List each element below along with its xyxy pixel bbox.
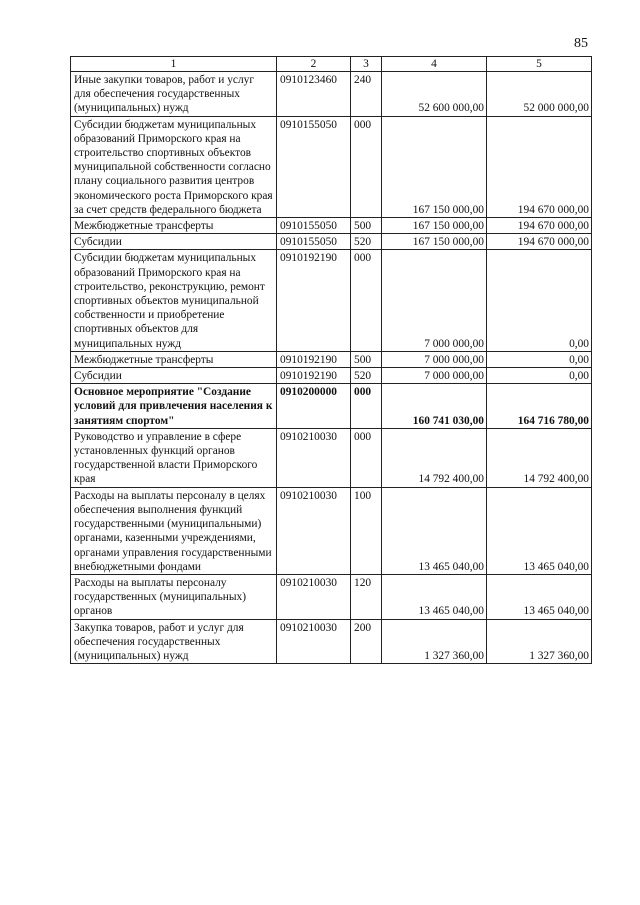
table-row-main-activity xyxy=(71,384,592,429)
table-row xyxy=(71,487,592,574)
row-code: 0910210030 xyxy=(277,619,351,664)
row-description: Расходы на выплаты персоналу государственных (муниципальных) органов xyxy=(71,574,277,619)
row-amount-col4: 1 327 360,00 xyxy=(382,619,487,664)
column-header: 3 xyxy=(351,57,382,72)
row-type: 000 xyxy=(351,428,382,487)
row-code: 0910192190 xyxy=(277,250,351,351)
row-amount-col4: 7 000 000,00 xyxy=(382,351,487,367)
row-amount-col5: 1 327 360,00 xyxy=(487,619,592,664)
row-code: 0910155050 xyxy=(277,234,351,250)
row-amount-col4: 14 792 400,00 xyxy=(382,428,487,487)
row-type: 120 xyxy=(351,574,382,619)
table-header-row xyxy=(71,57,592,72)
row-type: 200 xyxy=(351,619,382,664)
row-description: Субсидии xyxy=(71,368,277,384)
row-amount-col5: 52 000 000,00 xyxy=(487,72,592,117)
row-description: Закупка товаров, работ и услуг для обеспечения государственных (муниципальных) нужд xyxy=(71,619,277,664)
table-row xyxy=(71,250,592,351)
row-type: 000 xyxy=(351,384,382,429)
row-type: 100 xyxy=(351,487,382,574)
row-description: Межбюджетные трансферты xyxy=(71,218,277,234)
row-code: 0910210030 xyxy=(277,574,351,619)
row-type: 000 xyxy=(351,250,382,351)
table-row xyxy=(71,234,592,250)
row-amount-col4: 160 741 030,00 xyxy=(382,384,487,429)
row-amount-col4: 167 150 000,00 xyxy=(382,218,487,234)
table-row xyxy=(71,428,592,487)
column-header: 1 xyxy=(71,57,277,72)
row-amount-col5: 194 670 000,00 xyxy=(487,234,592,250)
row-amount-col5: 13 465 040,00 xyxy=(487,487,592,574)
row-type: 500 xyxy=(351,218,382,234)
row-amount-col4: 167 150 000,00 xyxy=(382,116,487,217)
column-header: 4 xyxy=(382,57,487,72)
row-amount-col4: 167 150 000,00 xyxy=(382,234,487,250)
row-description: Субсидии бюджетам муниципальных образований Приморского края на строительство спортивных объектов муниципальной собственности согласно плану социального развития центров экономического роста Приморского края за счет средств федерального бюджета xyxy=(71,116,277,217)
table-row xyxy=(71,116,592,217)
row-type: 000 xyxy=(351,116,382,217)
page-number: 85 xyxy=(574,36,588,51)
row-code: 0910210030 xyxy=(277,487,351,574)
row-description: Межбюджетные трансферты xyxy=(71,351,277,367)
row-description: Расходы на выплаты персоналу в целях обеспечения выполнения функций государственными (муниципальными) органами, казенными учреждениями, органами управления государственными внебюджетными фондами xyxy=(71,487,277,574)
column-header: 2 xyxy=(277,57,351,72)
row-amount-col4: 7 000 000,00 xyxy=(382,250,487,351)
row-type: 520 xyxy=(351,234,382,250)
row-amount-col5: 0,00 xyxy=(487,351,592,367)
table-row xyxy=(71,574,592,619)
row-code: 0910155050 xyxy=(277,116,351,217)
table-row xyxy=(71,218,592,234)
row-description: Иные закупки товаров, работ и услуг для обеспечения государственных (муниципальных) нужд xyxy=(71,72,277,117)
table-row xyxy=(71,72,592,117)
column-header: 5 xyxy=(487,57,592,72)
row-code: 0910200000 xyxy=(277,384,351,429)
row-code: 0910192190 xyxy=(277,368,351,384)
row-amount-col5: 14 792 400,00 xyxy=(487,428,592,487)
row-amount-col5: 194 670 000,00 xyxy=(487,116,592,217)
table-row xyxy=(71,619,592,664)
row-type: 240 xyxy=(351,72,382,117)
row-code: 0910192190 xyxy=(277,351,351,367)
row-code: 0910155050 xyxy=(277,218,351,234)
row-type: 520 xyxy=(351,368,382,384)
row-amount-col4: 7 000 000,00 xyxy=(382,368,487,384)
row-amount-col5: 194 670 000,00 xyxy=(487,218,592,234)
row-description: Основное мероприятие "Создание условий для привлечения населения к занятиям спортом" xyxy=(71,384,277,429)
budget-table xyxy=(70,56,592,664)
row-amount-col5: 0,00 xyxy=(487,250,592,351)
table-row xyxy=(71,351,592,367)
row-amount-col5: 164 716 780,00 xyxy=(487,384,592,429)
row-description: Субсидии бюджетам муниципальных образований Приморского края на строительство, реконструкцию, ремонт спортивных объектов муниципальной собственности и приобретение спортивных объектов для муниципальных нужд xyxy=(71,250,277,351)
row-amount-col5: 0,00 xyxy=(487,368,592,384)
row-code: 0910123460 xyxy=(277,72,351,117)
row-description: Руководство и управление в сфере установленных функций органов государственной власти Приморского края xyxy=(71,428,277,487)
table-row xyxy=(71,368,592,384)
row-amount-col4: 13 465 040,00 xyxy=(382,487,487,574)
row-type: 500 xyxy=(351,351,382,367)
row-description: Субсидии xyxy=(71,234,277,250)
row-amount-col5: 13 465 040,00 xyxy=(487,574,592,619)
row-code: 0910210030 xyxy=(277,428,351,487)
row-amount-col4: 52 600 000,00 xyxy=(382,72,487,117)
row-amount-col4: 13 465 040,00 xyxy=(382,574,487,619)
